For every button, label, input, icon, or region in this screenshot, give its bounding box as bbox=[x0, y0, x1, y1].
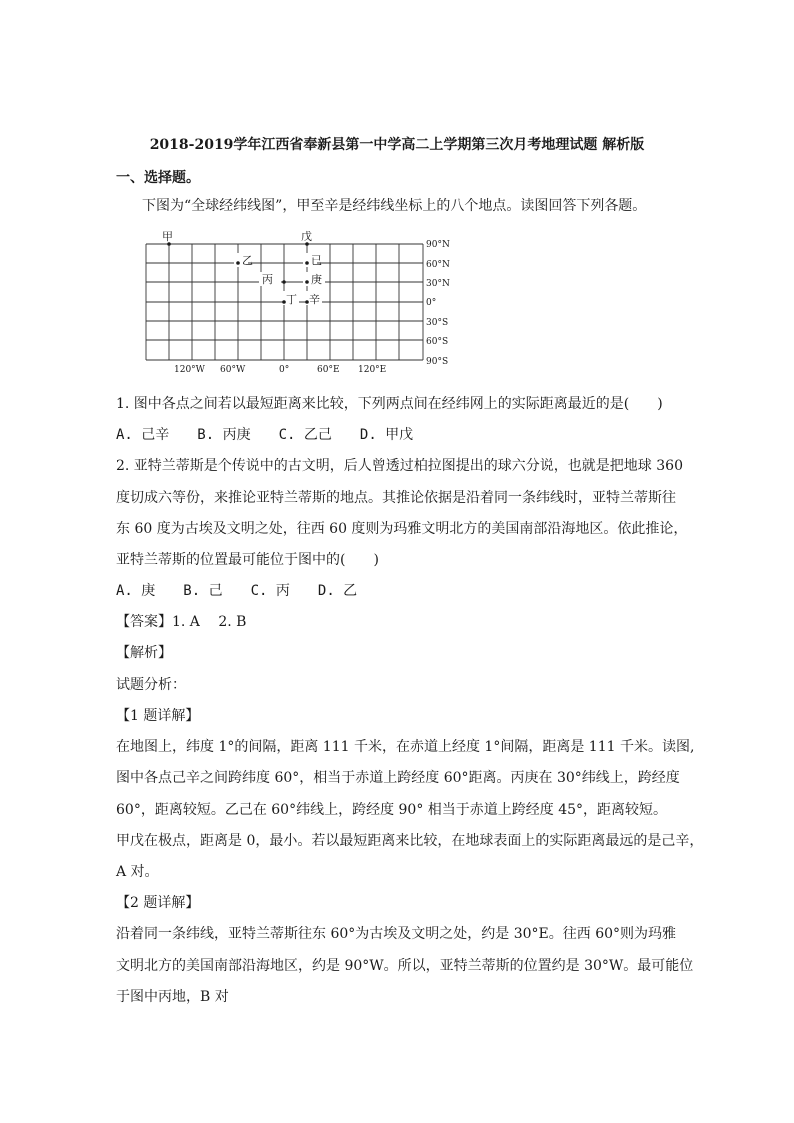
detail2-line-3: 于图中丙地，B 对 bbox=[116, 989, 229, 1005]
q2-line-4: 亚特兰蒂斯的位置最可能位于图中的( ) bbox=[116, 552, 379, 568]
q2-options bbox=[116, 581, 357, 601]
q1-stem: 1. 图中各点之间若以最短距离来比较，下列两点间在经纬网上的实际距离最近的是( ) bbox=[116, 396, 663, 412]
q2-line-2: 度切成六等份，来推论亚特兰蒂斯的地点。其推论依据是沿着同一条纬线时，亚特兰蒂斯往 bbox=[116, 490, 676, 506]
lon-label-60e: 60°E bbox=[317, 365, 340, 375]
q2-option-b[interactable]: B. 己 bbox=[183, 583, 223, 599]
detail1-heading: 【1 题详解】 bbox=[116, 708, 200, 724]
lon-label-120e: 120°E bbox=[358, 365, 387, 375]
lon-label-60w: 60°W bbox=[220, 365, 246, 375]
lat-label-60s: 60°S bbox=[426, 337, 449, 347]
lat-lon-grid-figure bbox=[140, 226, 470, 376]
q1-option-d[interactable]: D. 甲戊 bbox=[359, 427, 414, 443]
answer-line: 【答案】1. A 2. B bbox=[116, 614, 247, 630]
detail2-line-1: 沿着同一条纬线，亚特兰蒂斯往东 60°为古埃及文明之处，约是 30°E。往西 60°则为玛雅 bbox=[116, 926, 677, 942]
q1-option-b[interactable]: B. 丙庚 bbox=[197, 427, 251, 443]
point-geng-dot bbox=[305, 280, 309, 284]
point-ji-dot bbox=[305, 261, 309, 265]
lat-label-90n: 90°N bbox=[426, 240, 450, 250]
detail1-line-4: 甲戊在极点，距离是 0，最小。若以最短距离来比较，在地球表面上的实际距离最远的是己辛， bbox=[116, 833, 704, 849]
detail2-line-2: 文明北方的美国南部沿海地区，约是 90°W。所以，亚特兰蒂斯的位置约是 30°W。最可能位 bbox=[116, 958, 694, 974]
point-yi-dot bbox=[236, 261, 240, 265]
lat-label-90s: 90°S bbox=[426, 357, 449, 367]
detail1-line-1: 在地图上，纬度 1°的间隔，距离 111 千米，在赤道上经度 1°间隔，距离是 111 千米。读图, bbox=[116, 739, 695, 755]
lat-label-30n: 30°N bbox=[426, 279, 450, 289]
detail1-line-3: 60°，距离较短。乙己在 60°纬线上，跨经度 90° 相当于赤道上跨经度 45°，距离较短。 bbox=[116, 802, 668, 818]
q1-option-c[interactable]: C. 乙己 bbox=[278, 427, 332, 443]
q2-option-c[interactable]: C. 丙 bbox=[250, 583, 290, 599]
section-heading: 一、选择题。 bbox=[116, 170, 200, 186]
point-ding-label: 丁 bbox=[286, 293, 297, 306]
detail2-heading: 【2 题详解】 bbox=[116, 895, 200, 911]
document-title: 2018-2019学年江西省奉新县第一中学高二上学期第三次月考地理试题 解析版 bbox=[149, 137, 645, 153]
lat-label-60n: 60°N bbox=[426, 260, 450, 270]
detail1-line-2: 图中各点己辛之间跨纬度 60°，相当于赤道上跨经度 60°距离。丙庚在 30°纬线上，跨经度 bbox=[116, 770, 680, 786]
point-wu-label: 戊 bbox=[301, 230, 312, 243]
analysis-heading: 【解析】 bbox=[116, 645, 172, 661]
point-xin-label: 辛 bbox=[309, 293, 320, 306]
point-jia-label: 甲 bbox=[162, 230, 173, 243]
q1-option-a[interactable]: A. 己辛 bbox=[116, 427, 170, 443]
q2-line-1: 2. 亚特兰蒂斯是个传说中的古文明，后人曾透过柏拉图提出的球六分说，也就是把地球 360 bbox=[116, 458, 683, 474]
lon-label-120w: 120°W bbox=[174, 365, 205, 375]
intro-text: 下图为“全球经纬线图”，甲至辛是经纬线坐标上的八个地点。读图回答下列各题。 bbox=[142, 198, 647, 214]
point-bing-dot bbox=[282, 280, 286, 284]
lat-label-30s: 30°S bbox=[426, 318, 449, 328]
point-geng-label: 庚 bbox=[311, 273, 322, 286]
detail1-line-5: A 对。 bbox=[116, 864, 159, 880]
point-ji-label: 已 bbox=[311, 254, 322, 267]
lat-label-0: 0° bbox=[426, 298, 437, 308]
lon-label-0: 0° bbox=[279, 365, 290, 375]
point-bing-label: 丙 bbox=[262, 273, 273, 286]
analysis-intro: 试题分析： bbox=[116, 677, 186, 693]
point-yi-label: 乙 bbox=[242, 254, 253, 267]
q2-option-a[interactable]: A. 庚 bbox=[116, 583, 156, 599]
q1-options bbox=[116, 425, 413, 445]
q2-option-d[interactable]: D. 乙 bbox=[317, 583, 358, 599]
q2-line-3: 东 60 度为古埃及文明之处，往西 60 度则为玛雅文明北方的美国南部沿海地区。依此推论， bbox=[116, 521, 688, 537]
